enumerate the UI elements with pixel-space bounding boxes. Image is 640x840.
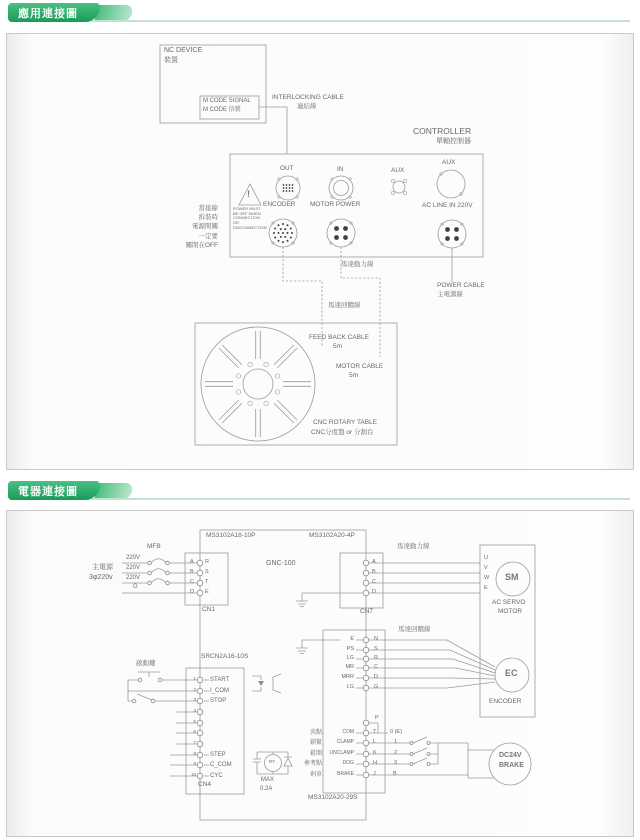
- warn-en-line: POWER MUST: [233, 206, 261, 211]
- start-key-label: 啟動鍵: [136, 660, 156, 667]
- enc-row-left: LG: [346, 684, 354, 690]
- phase-label: 220V: [126, 565, 141, 571]
- enc-row-right: S: [374, 646, 378, 652]
- cn7-pin: B: [372, 569, 376, 575]
- warn-en-line: BE OFF WHEN: [233, 210, 261, 216]
- warn-cn-line: 拆裝時: [198, 214, 218, 222]
- warning-exclamation: !: [247, 189, 250, 199]
- feedback-wire-label: 馬達回饋線: [398, 626, 431, 633]
- cn7-pin: A: [372, 559, 376, 565]
- relay-max-value: 0.2A: [260, 786, 273, 792]
- io-row-left: BRAKE: [337, 771, 354, 777]
- io-row-out: 3: [394, 760, 398, 766]
- io-row-out: 1: [394, 739, 398, 745]
- io-row-out: 0 (E): [390, 729, 402, 735]
- gnc-label: GNC-100: [266, 560, 296, 567]
- encoder-caption: ENCODER: [489, 698, 522, 705]
- section1-title: 應用連接圖: [18, 7, 78, 20]
- cn4-signal: STOP: [210, 698, 227, 704]
- plug-cn7-label: MS3102A20-4P: [309, 532, 355, 539]
- enc-row-left: PS: [346, 646, 354, 652]
- enc-row-right: R: [374, 655, 378, 661]
- warn-en-line: OR: [233, 220, 239, 226]
- cn4-num: 3: [193, 697, 196, 702]
- brake-label1: DC24V: [499, 752, 522, 759]
- cn4-signal: C_COM: [210, 762, 232, 768]
- mfb-label: MFB: [147, 543, 161, 550]
- cn7-pin: D: [372, 589, 376, 595]
- relay-max-label: MAX: [261, 777, 275, 783]
- port-in-label: IN: [337, 166, 344, 173]
- warning-triangle: [239, 184, 261, 205]
- section2-title: 電器連接圖: [18, 485, 78, 498]
- motor-wire-label: 馬達動力線: [397, 543, 430, 550]
- rotary-table-label-cn: CNC分度盤 or 分割台: [311, 429, 374, 436]
- motor-cable-cn-label: 馬達動力線: [341, 261, 374, 268]
- power-cable-label-cn: 主電源線: [437, 291, 463, 298]
- cn1-pin: R: [205, 559, 209, 565]
- port-ac-line-label: AC LINE IN 220V: [422, 202, 473, 209]
- warn-cn-line: 一定要: [198, 232, 218, 240]
- motor-terminal: V: [484, 565, 488, 571]
- cn1-pin: E: [205, 589, 209, 595]
- io-row-out: B: [393, 771, 397, 777]
- cn1-pin: C: [190, 579, 194, 585]
- io-row-cn: 共點: [309, 730, 322, 736]
- nc-device-title: NC DEVICE: [164, 47, 203, 54]
- power-source-voltage: 3φ220v: [89, 574, 113, 581]
- cn1-pin: D: [190, 589, 194, 595]
- cn4-num: 6: [193, 729, 196, 734]
- cn4-num: 8: [193, 751, 196, 756]
- warning-text-cn: [178, 204, 218, 250]
- io-row-out: 2: [394, 750, 398, 756]
- enc-row-right: N: [374, 636, 378, 642]
- io-row-right: K: [373, 750, 377, 756]
- brake-label2: BRAKE: [499, 762, 524, 769]
- interlocking-cable-label: INTERLOCKING CABLE: [272, 94, 344, 101]
- servo-motor-box-lines: [480, 545, 535, 717]
- pin-p-label: P: [375, 715, 379, 721]
- cn1-pin: S: [205, 569, 209, 575]
- cn7-pin: C: [372, 579, 376, 585]
- io-row-left: COM: [342, 729, 354, 735]
- phase-label: 220V: [126, 575, 141, 581]
- enc-row-right: D: [374, 674, 378, 680]
- cn4-signal: STEP: [210, 752, 226, 758]
- warning-text-en: [233, 207, 267, 231]
- motor-cable-label: MOTOR CABLE: [336, 363, 384, 370]
- cn7-lines: [296, 553, 480, 608]
- motor-terminal: W: [484, 575, 490, 581]
- cn4-signal: I_COM: [210, 688, 230, 694]
- cn1-label: CN1: [202, 606, 216, 613]
- enc-row-left: MRR: [341, 674, 354, 680]
- cn4-num: 4: [193, 708, 196, 713]
- motor-cable-length: 5m: [349, 372, 359, 379]
- io-row-left: UNCLAMP: [329, 750, 354, 756]
- power-source-label: 主電源: [92, 564, 113, 571]
- port-out-label: OUT: [280, 165, 294, 172]
- controller-title: CONTROLLER: [413, 126, 472, 136]
- ec-label: EC: [505, 668, 518, 678]
- cn4-num: 9: [193, 761, 196, 766]
- plug-cn4-label: SRCN2A16-10S: [201, 653, 249, 660]
- phase-label: G: [133, 584, 138, 590]
- io-row-left: CLAMP: [336, 739, 354, 745]
- cn7-label: CN7: [360, 608, 374, 615]
- cn4-signal: CYC: [210, 773, 223, 779]
- cn4-num: 7: [193, 740, 196, 745]
- enc-row-left: MR: [345, 664, 354, 670]
- nc-device-subtitle: 裝置: [164, 57, 178, 64]
- warn-cn-line: 電源開關: [192, 223, 218, 231]
- encoder-pins: [273, 223, 293, 243]
- motor-caption1: AC SERVO: [492, 599, 526, 606]
- feedback-cable-label: FEED BACK CABLE: [309, 334, 369, 341]
- plug-29s-label: MS3102A20-29S: [308, 794, 358, 801]
- enc-row-left: LG: [346, 655, 354, 661]
- mcode-signal-line2: M CODE 信號: [203, 107, 241, 113]
- interlocking-cable-label-cn: 連結線: [297, 103, 317, 110]
- motor-caption2: MOTOR: [498, 608, 523, 615]
- feedback-cable-length: 5m: [333, 343, 343, 350]
- conn29s-lines: [296, 630, 495, 793]
- cn4-num: 2: [193, 687, 196, 692]
- sm-label: SM: [505, 572, 519, 582]
- port-motor-power-label: MOTOR POWER: [310, 201, 361, 208]
- cn1-pin: T: [205, 579, 209, 585]
- cn4-num: 10: [190, 772, 196, 777]
- motor-terminal: E: [484, 585, 488, 591]
- port-aux-large-label: AUX: [442, 159, 456, 166]
- port-encoder-label: ENCODER: [263, 201, 296, 208]
- plug-cn1-label: MS3102A18-10P: [206, 532, 256, 539]
- relay-label: RY: [269, 759, 276, 764]
- io-row-left: DOG: [342, 760, 354, 766]
- out-pins: [283, 184, 294, 192]
- io-row-cn: 剎車: [309, 772, 322, 778]
- warn-cn-line: 當接線: [198, 205, 218, 212]
- motor-terminal: U: [484, 555, 488, 561]
- warn-cn-line: 關閉在OFF: [185, 241, 218, 249]
- warn-en-line: CONNECTION: [233, 215, 260, 221]
- io-row-right: J: [373, 771, 376, 777]
- rotary-table-label: CNC ROTARY TABLE: [313, 419, 378, 426]
- controller-title-cn: 單軸控制器: [436, 138, 471, 145]
- io-row-cn: 參考點: [303, 761, 322, 767]
- cn4-signal: START: [210, 677, 230, 683]
- warn-en-line: DISCONNECTION: [233, 224, 267, 230]
- enc-row-right: C: [374, 664, 378, 670]
- power-cable-label: POWER CABLE: [437, 282, 485, 289]
- io-row-cn: 鬆開: [309, 751, 322, 757]
- cn4-num: 5: [193, 719, 196, 724]
- enc-row-left: E: [350, 636, 354, 642]
- enc-row-right: G: [374, 684, 379, 690]
- cn4-num: 1: [193, 676, 196, 681]
- mcode-signal-line1: M CODE SIGNAL: [203, 98, 251, 104]
- io-row-right: H: [373, 760, 377, 766]
- cn1-pin: A: [190, 559, 194, 565]
- port-aux-small-label: AUX: [391, 167, 405, 174]
- feedback-cn-label: 馬達回饋線: [328, 302, 361, 309]
- cn4-label: CN4: [198, 781, 212, 788]
- io-row-cn: 鎖緊: [309, 740, 322, 746]
- io-row-right: T: [373, 729, 377, 735]
- io-row-right: L: [373, 739, 377, 745]
- cn1-pin: B: [190, 569, 194, 575]
- phase-label: 220V: [126, 555, 141, 561]
- optocoupler-symbol: [252, 674, 281, 693]
